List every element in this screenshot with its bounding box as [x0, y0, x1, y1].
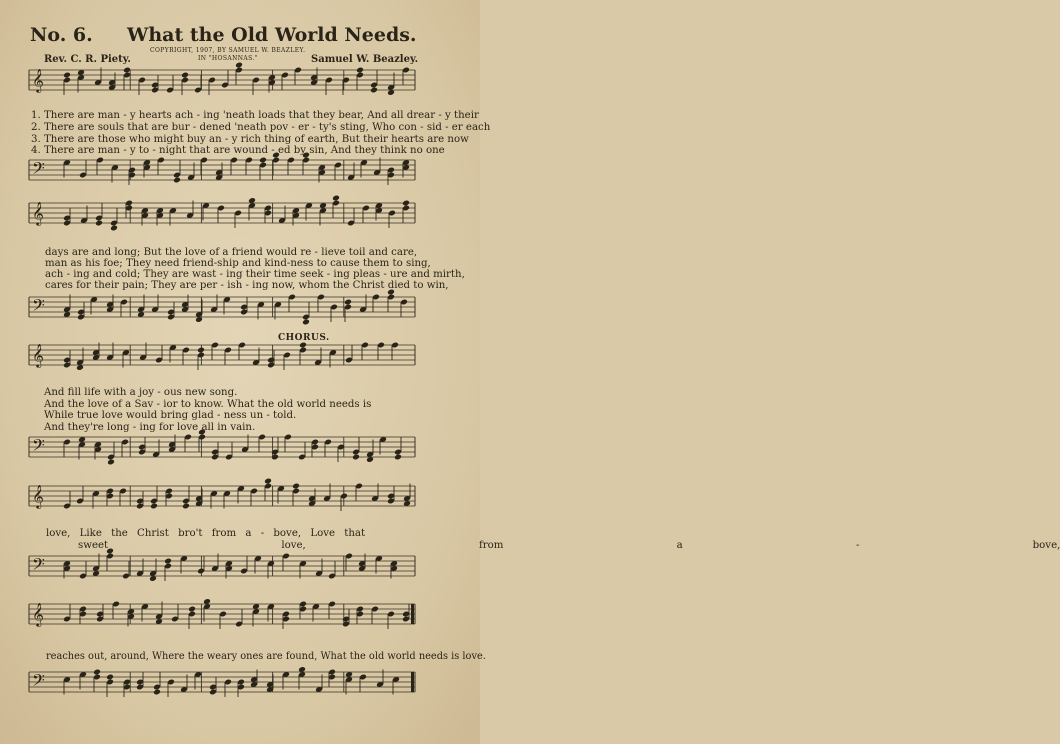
note-head [292, 483, 300, 490]
treble-clef-icon: 𝄞 [32, 201, 44, 225]
note-head [356, 67, 364, 74]
chorus-line: sweet love, from a - bove, [78, 540, 1060, 551]
copyright-source: IN "HOSANNAS." [198, 55, 258, 62]
treble-clef-icon: 𝄞 [32, 602, 44, 626]
note-head [344, 299, 352, 306]
bass-clef-icon: 𝄢 [32, 295, 45, 319]
verse-line: man as his foe; They need friend-ship and kind-ness to cause them to sing, [45, 258, 431, 269]
verse-line: And fill life with a joy - ous new song. [44, 387, 238, 398]
note-head [352, 454, 360, 461]
note-head [259, 157, 267, 164]
note-head [181, 72, 189, 79]
note-head [107, 459, 115, 466]
note-head [95, 220, 103, 227]
treble-clef-icon: 𝄞 [32, 484, 44, 508]
verse-line: While true love would bring glad - ness un - told. [44, 410, 297, 421]
note-head [123, 67, 131, 74]
chorus-label: CHORUS. [278, 333, 330, 343]
note-head [402, 200, 410, 207]
note-head [182, 503, 190, 510]
note-head [164, 558, 172, 565]
verse-line: 3. There are those who might buy an - y rich thing of earth, But their hearts are now [31, 134, 469, 145]
verse-line: days are and long; But the love of a friend would re - lieve toil and care, [45, 247, 418, 258]
treble-clef-icon: 𝄞 [32, 68, 44, 92]
final-barline [411, 672, 414, 692]
chorus-line: reaches out, around, Where the weary ones are found, What the old world needs is love. [46, 651, 486, 662]
verse-line: And the love of a Sav - ior to know. What the old world needs is [44, 399, 372, 410]
hymn-number: No. 6. [30, 24, 93, 46]
note-head [197, 347, 205, 354]
note-head [106, 674, 114, 681]
note-head [63, 72, 71, 79]
bass-clef-icon: 𝄢 [32, 435, 45, 459]
verse-line: 2. There are souls that are bur - dened 'neath pov - er - ty's sting, Who con - sid - er each [31, 122, 491, 133]
bass-clef-icon: 𝄢 [32, 554, 45, 578]
note-head [153, 689, 161, 696]
chorus-line: love, Like the Christ bro't from a - bove, Love that [46, 528, 366, 539]
verse-line: 1. There are man - y hearts ach - ing 'neath loads that they bear, And all drear - y their [31, 110, 479, 121]
verse-line: 4. There are man - y to - night that are wound - ed by sin, And they think no one [31, 145, 445, 156]
note-head [188, 606, 196, 613]
copyright-line: COPYRIGHT, 1907, BY SAMUEL W. BEAZLEY. [150, 47, 306, 54]
verse-line: ach - ing and cold; They are wast - ing their time seek - ing pleas - ure and mirth, [45, 269, 465, 280]
final-barline [411, 604, 414, 624]
note-head [93, 669, 101, 676]
note-head [173, 177, 181, 184]
hymn-title: What the Old World Needs. [127, 24, 417, 46]
verse-line: And they're long - ing for love all in vain. [44, 422, 256, 433]
verse-line: cares for their pain; They are per - ish - ing now, whom the Christ died to win, [45, 280, 449, 291]
note-head [394, 454, 402, 461]
note-head [264, 478, 272, 485]
composer: Samuel W. Beazley. [311, 54, 419, 65]
lyricist: Rev. C. R. Piety. [44, 54, 131, 65]
treble-clef-icon: 𝄞 [32, 343, 44, 367]
note-head [150, 503, 158, 510]
note-head [302, 319, 310, 326]
note-head [110, 225, 118, 232]
note-head [370, 87, 378, 94]
bass-clef-icon: 𝄢 [32, 670, 45, 694]
note-head [332, 195, 340, 202]
note-head [235, 62, 243, 69]
bass-clef-icon: 𝄢 [32, 158, 45, 182]
